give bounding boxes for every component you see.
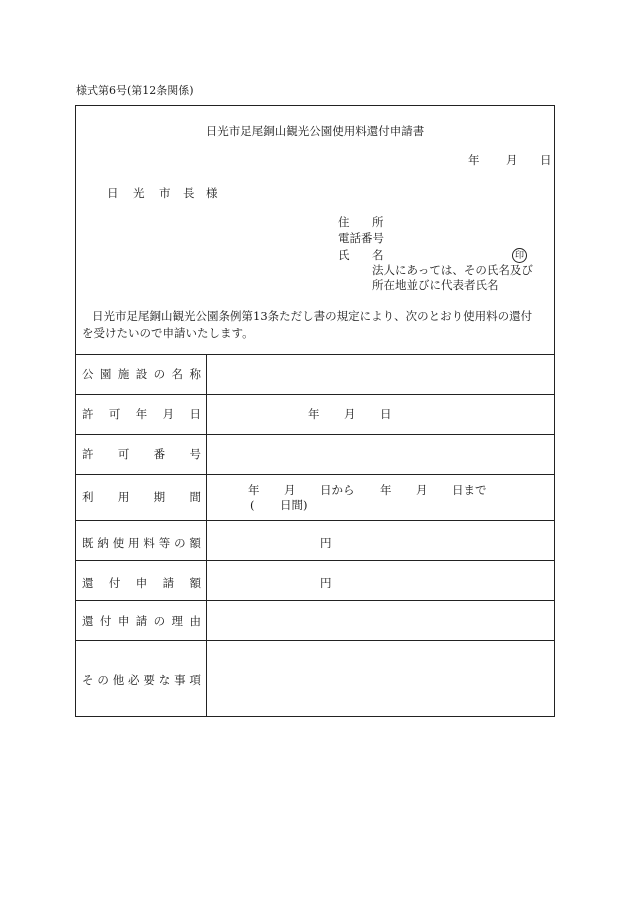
row-label-facility-name: 公 園 施 設 の 名 称 <box>82 367 201 381</box>
table-divider <box>75 434 555 435</box>
row-label-refund-reason: 還 付 申 請 の 理 由 <box>82 614 201 628</box>
table-divider <box>75 600 555 601</box>
table-column-divider <box>206 354 207 717</box>
period-days: 日間) <box>280 498 308 512</box>
address-label: 住 <box>338 215 350 229</box>
row-label-other-matters: そ の 他 必 要 な 事 項 <box>82 673 201 687</box>
date-day: 日 <box>540 153 552 167</box>
form-title: 日光市足尾銅山観光公園使用料還付申請書 <box>205 124 425 138</box>
row-label-usage-period: 利 用 期 間 <box>82 490 201 504</box>
table-divider <box>75 520 555 521</box>
form-number-label: 様式第6号(第12条関係) <box>76 84 194 97</box>
period-to-month: 月 <box>416 483 428 497</box>
addressee-char: 長 <box>183 186 195 200</box>
body-text: 日光市足尾銅山観光公園条例第13条ただし書の規定により、次のとおり使用料の還付 <box>92 309 533 323</box>
period-to-year: 年 <box>380 483 392 497</box>
addressee-char: 日 <box>107 186 119 200</box>
address-label: 所 <box>372 215 384 229</box>
date-month: 月 <box>506 153 518 167</box>
period-from-year: 年 <box>248 483 260 497</box>
row-label-permit-number: 許 可 番 号 <box>82 447 201 461</box>
table-divider <box>75 354 555 355</box>
seal-mark: 印 <box>512 248 527 263</box>
row-label-paid-amount: 既 納 使 用 料 等 の 額 <box>82 536 201 550</box>
addressee-char: 様 <box>206 186 218 200</box>
table-divider <box>75 394 555 395</box>
period-days-open: ( <box>250 498 255 512</box>
corporate-note: 所在地並びに代表者氏名 <box>372 278 499 292</box>
name-label: 名 <box>372 248 384 262</box>
period-from-day: 日から <box>320 483 355 497</box>
name-label: 氏 <box>338 248 350 262</box>
date-year: 年 <box>468 153 480 167</box>
table-divider <box>75 560 555 561</box>
body-text: を受けたいので申請いたします。 <box>82 326 254 340</box>
permit-date-day: 日 <box>380 407 392 421</box>
phone-label: 電話番号 <box>338 231 384 245</box>
table-divider <box>75 474 555 475</box>
row-label-permit-date: 許 可 年 月 日 <box>82 407 201 421</box>
period-to-day: 日まで <box>452 483 487 497</box>
permit-date-year: 年 <box>308 407 320 421</box>
row-label-refund-amount: 還 付 申 請 額 <box>82 576 201 590</box>
table-divider <box>75 640 555 641</box>
permit-date-month: 月 <box>344 407 356 421</box>
addressee-char: 光 <box>133 186 145 200</box>
refund-amount-unit: 円 <box>320 576 332 590</box>
period-from-month: 月 <box>284 483 296 497</box>
addressee-char: 市 <box>159 186 171 200</box>
corporate-note: 法人にあっては、その氏名及び <box>372 263 533 277</box>
paid-amount-unit: 円 <box>320 536 332 550</box>
